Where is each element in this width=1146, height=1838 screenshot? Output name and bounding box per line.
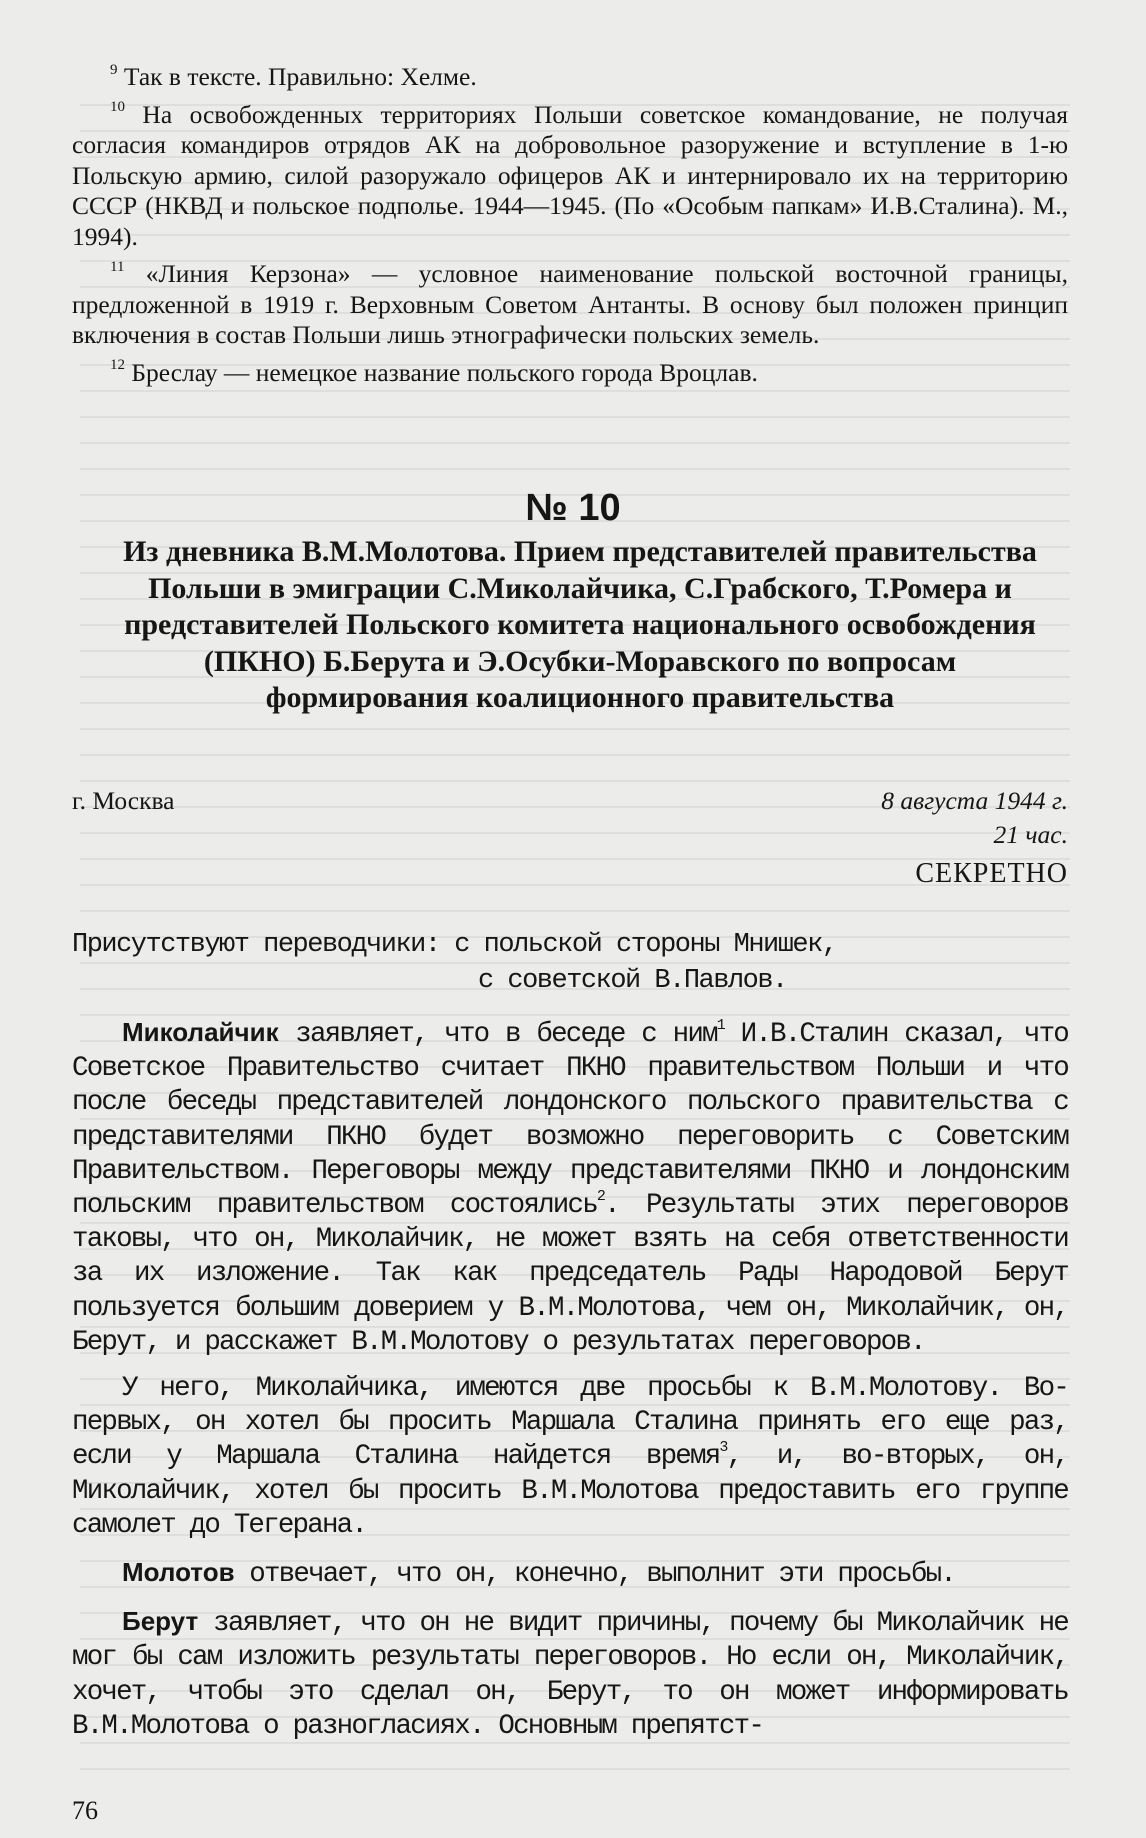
- paragraph: Молотов отвечает, что он, конечно, выполнит эти просьбы.: [122, 1557, 955, 1591]
- document-place: г. Москва: [72, 786, 175, 815]
- document-time: 21 час.: [993, 820, 1068, 849]
- paragraph: Берут заявляет, что он не видит причины, почему бы Миколайчик не мог бы сам изложить результаты переговоров. Но если он, Миколайчик, хочет, чтобы это сделал он, Берут, то он может информировать В.М.Молотова о разногласиях. Основным препятст-: [72, 1606, 1068, 1742]
- document-date: 8 августа 1944 г.: [881, 786, 1068, 815]
- paragraph: У него, Миколайчика, имеются две просьбы к В.М.Молотову. Во-первых, он хотел бы просить Маршала Сталина принять его еще раз, если у Маршала Сталина найдется время$^3$, и, во-вторых, он, Миколайчик, хотел бы просить В.М.Молотова предоставить его группе самолет до Тегерана.: [72, 1373, 1068, 1541]
- footnotes: [72, 62, 1068, 395]
- footnote-10: $^{10}$ На освобожденных территориях Польши советское командование, не получая согласия командиров отрядов АК на добровольное разоружение и вступление в 1-ю Польскую армию, силой разоружало офицеров АК и интернировало их на территорию СССР (НКВД и польское подполье. 1944—1945. (По «Особым папкам» И.В.Сталина). М., 1994).: [72, 99, 1068, 251]
- page-number: 76: [72, 1796, 98, 1825]
- classification-stamp: СЕКРЕТНО: [915, 858, 1068, 889]
- present-line-1: Присутствуют переводчики: с польской стороны Мнишек,: [72, 930, 837, 960]
- document-title: Из дневника В.М.Молотова. Прием представителей правительства Польши в эмиграции С.Миколайчика, С.Грабского, Т.Ромера и представителей Польского комитета национального освобождения (ПКНО) Б.Берута и Э.Осубки-Моравского по вопросам формирования коалиционного правительства: [123, 535, 1037, 715]
- document-number: № 10: [525, 487, 621, 529]
- diary-body: [72, 1015, 1068, 1756]
- present-line-2: с советской В.Павлов.: [478, 966, 787, 996]
- paragraph: Миколайчик заявляет, что в беседе с ним$^1$ И.В.Сталин сказал, что Советское Правительство считает ПКНО правительством Польши и что после беседы представителей лондонского польского правительства с представителями ПКНО будет возможно переговорить с Советским Правительством. Переговоры между представителями ПКНО и лондонским польским правительством состоялись$^2$. Результаты этих переговоров таковы, что он, Миколайчик, не может взять на себя ответственности за их изложение. Так как председатель Рады Народовой Берут пользуется большим доверием у В.М.Молотова, чем он, Миколайчик, он, Берут, и расскажет В.М.Молотову о результатах переговоров.: [72, 1016, 1068, 1358]
- footnote-9: $^9$ Так в тексте. Правильно: Хелме.: [110, 61, 477, 91]
- footnote-12: $^{12}$ Бреслау — немецкое название польского города Вроцлав.: [110, 357, 758, 387]
- footnote-11: $^{11}$ «Линия Керзона» — условное наименование польской восточной границы, предложенной в 1919 г. Верховным Советом Антанты. В основу был положен принцип включения в состав Польши лишь этнографически польских земель.: [72, 258, 1069, 349]
